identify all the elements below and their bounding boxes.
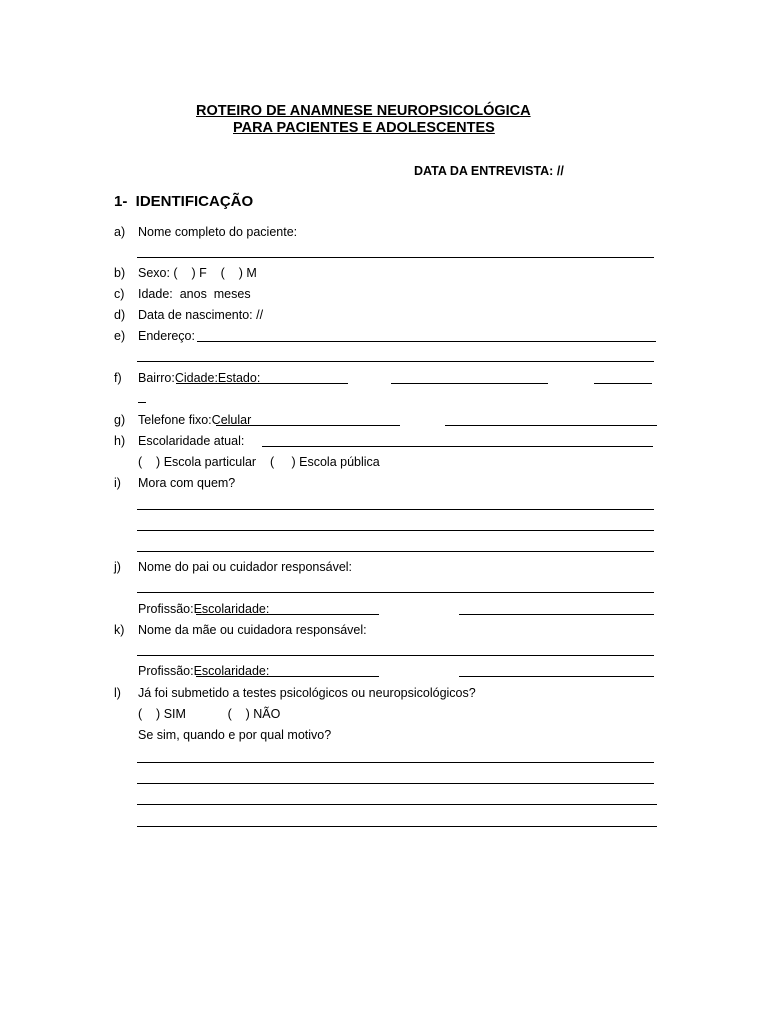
mother-name-line <box>137 655 654 656</box>
item-marker-g: g) <box>114 413 126 427</box>
previous-tests-question: Já foi submetido a testes psicológicos ou neuropsicológicos? <box>138 686 476 700</box>
address-label: Endereço: <box>138 329 195 343</box>
mother-education-line <box>459 676 654 677</box>
item-marker-d: d) <box>114 308 126 322</box>
previous-tests-options: ( ) SIM ( ) NÃO <box>138 707 281 721</box>
item-marker-b: b) <box>114 266 126 280</box>
education-line <box>262 446 653 447</box>
patient-name-line <box>137 257 654 258</box>
father-name-line <box>137 592 654 593</box>
patient-name-label: Nome completo do paciente: <box>138 225 298 239</box>
landline-line <box>216 425 400 426</box>
father-education-line <box>459 614 654 615</box>
item-marker-e: e) <box>114 329 126 343</box>
followup-line-2 <box>137 783 654 784</box>
item-marker-h: h) <box>114 434 126 448</box>
mobile-line <box>445 425 657 426</box>
mother-profession-label: Profissão:Escolaridade: <box>138 664 270 678</box>
title-line-1: ROTEIRO DE ANAMNESE NEUROPSICOLÓGICA <box>196 103 531 119</box>
sex-field: Sexo: ( ) F ( ) M <box>138 266 257 280</box>
father-profession-line <box>196 614 379 615</box>
section-heading-identificacao: 1- IDENTIFICAÇÃO <box>114 193 254 210</box>
state-line-overflow <box>138 402 146 403</box>
father-profession-label: Profissão:Escolaridade: <box>138 602 270 616</box>
neighborhood-city-state-label: Bairro:Cidade:Estado: <box>138 371 261 385</box>
neighborhood-line <box>176 383 348 384</box>
item-marker-a: a) <box>114 225 126 239</box>
age-field: Idade: anos meses <box>138 287 251 301</box>
item-marker-c: c) <box>114 287 125 301</box>
address-line-2 <box>137 361 654 362</box>
mother-name-label: Nome da mãe ou cuidadora responsável: <box>138 623 367 637</box>
school-type-options: ( ) Escola particular ( ) Escola pública <box>138 455 380 469</box>
address-line-1 <box>197 341 656 342</box>
interview-date: DATA DA ENTREVISTA: // <box>414 164 564 178</box>
state-line <box>594 383 652 384</box>
followup-line-4 <box>137 826 657 827</box>
lives-with-line-3 <box>137 551 654 552</box>
birth-date-field: Data de nascimento: // <box>138 308 264 322</box>
phone-label: Telefone fixo:Celular <box>138 413 252 427</box>
education-label: Escolaridade atual: <box>138 434 248 448</box>
followup-line-3 <box>137 804 657 805</box>
item-marker-i: i) <box>114 476 121 490</box>
title-line-2: PARA PACIENTES E ADOLESCENTES <box>233 120 495 136</box>
lives-with-line-1 <box>137 509 654 510</box>
father-name-label: Nome do pai ou cuidador responsável: <box>138 560 353 574</box>
item-marker-k: k) <box>114 623 125 637</box>
item-marker-f: f) <box>114 371 122 385</box>
followup-line-1 <box>137 762 654 763</box>
mother-profession-line <box>196 676 379 677</box>
item-marker-l: l) <box>114 686 121 700</box>
city-line <box>391 383 548 384</box>
previous-tests-followup: Se sim, quando e por qual motivo? <box>138 728 332 742</box>
lives-with-label: Mora com quem? <box>138 476 236 490</box>
lives-with-line-2 <box>137 530 654 531</box>
item-marker-j: j) <box>114 560 121 574</box>
